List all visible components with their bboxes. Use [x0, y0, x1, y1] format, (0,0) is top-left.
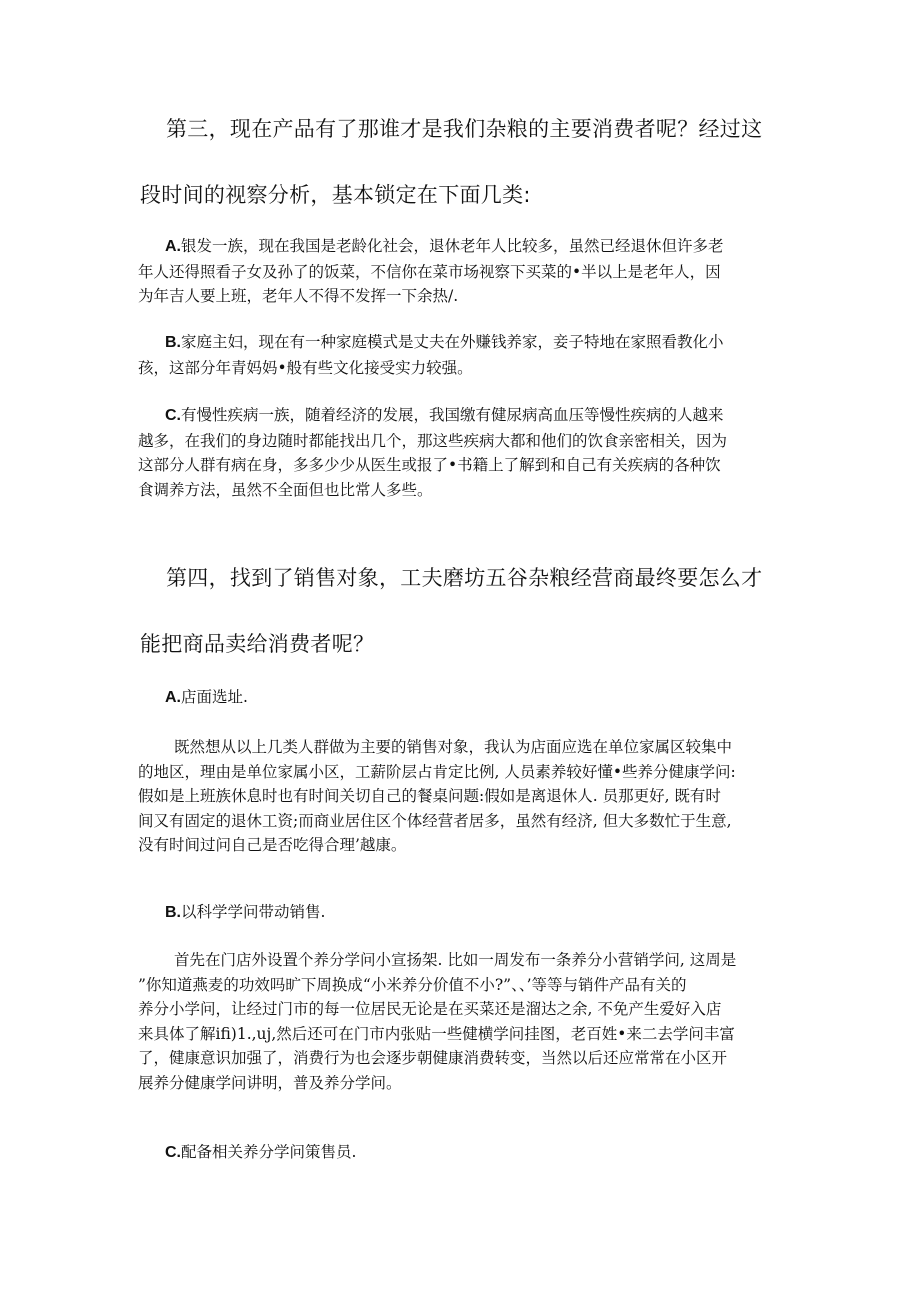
- paragraph-silver-hair: [138, 234, 788, 309]
- paragraph-line: 首先在门店外设置个养分学问小宣扬架. 比如一周发布一条养分小营销学问, 这周是: [174, 951, 737, 969]
- item-label: C.: [165, 1144, 181, 1161]
- paragraph-line: 既然想从以上几类人群做为主要的销售对象，我认为店面应选在单位家属区较集中: [174, 738, 733, 756]
- paragraph-line: 为年吉人要上班，老年人不得不发挥一下余热/.: [138, 287, 459, 305]
- item-label: C.: [165, 407, 181, 424]
- item-label: A.: [165, 238, 181, 255]
- item-label: B.: [165, 334, 181, 351]
- subheading-store-location: [138, 685, 788, 711]
- paragraph-line: ”你知道燕麦的功效吗旷下周换成“小米养分价值不小?”、、’等等与销件产品有关的: [138, 975, 687, 994]
- paragraph-line: 间又有固定的退休工资;而商业居住区个体经营者居多，虽然有经济, 但大多数忙于生意,: [138, 811, 732, 830]
- paragraph-line: 孩，这部分年青妈妈•般有些文化接受实力较强。: [138, 358, 473, 377]
- paragraph-store-location: [138, 735, 788, 858]
- paragraph-line: 展养分健康学问讲明，普及养分学问。: [138, 1073, 402, 1092]
- paragraph-line: 没有时间过问自己是否吃得合理’越康。: [138, 836, 407, 854]
- paragraph-housewife: [138, 330, 788, 380]
- section-four-heading: [140, 545, 800, 677]
- subheading-text: 店面选址.: [181, 688, 248, 706]
- paragraph-line: 养分小学问，让经过门市的每一位居民无论是在买菜还是溜达之余, 不免产生爱好入店: [138, 1000, 722, 1018]
- paragraph-line: 来具体了解ifi)1.,uj,然后还可在门市内张贴一些健横学问挂图，老百姓•来二去学问丰富: [138, 1024, 735, 1043]
- section-three-heading: [140, 96, 800, 228]
- item-label: B.: [165, 904, 181, 921]
- heading-line: 能把商品卖给消费者呢？: [140, 632, 375, 656]
- heading-line: 第四，找到了销售对象，工夫磨坊五谷杂粮经营商最终要怎么才: [166, 566, 763, 590]
- paragraph-line: 家庭主妇，现在有一种家庭模式是丈夫在外赚钱养家，妾子特地在家照看教化小: [181, 333, 724, 351]
- paragraph-line: 的地区，理由是单位家属小区，工薪阶层占肯定比例, 人员素养较好懂•些养分健康学问:: [138, 762, 736, 781]
- paragraph-line: 了，健康意识加强了，消费行为也会逐步朝健康消费转变，当然以后还应常常在小区开: [138, 1049, 728, 1067]
- paragraph-line: 食调养方法，虽然不全面但也比常人多些。: [138, 480, 433, 499]
- paragraph-science-knowledge: [138, 948, 788, 1095]
- heading-line: 第三，现在产品有了那谁才是我们杂粮的主要消费者呢？经过这: [166, 117, 763, 141]
- paragraph-line: 假如是上班族休息时也有时间关切自己的餐桌问题:假如是离退休人. 员那更好, 既有时: [138, 787, 721, 805]
- item-label: A.: [165, 689, 181, 706]
- subheading-science-knowledge: [138, 900, 788, 926]
- subheading-text: 以科学学问带动销售.: [181, 903, 326, 921]
- heading-line: 段时间的视察分析，基本锁定在下面几类:: [140, 183, 531, 207]
- subheading-text: 配备相关养分学问策售员.: [181, 1143, 357, 1161]
- paragraph-line: 有慢性疾病一族，随着经济的发展，我国缴有健尿病高血压等慢性疾病的人越来: [181, 406, 724, 424]
- subheading-sales-staff: [138, 1140, 788, 1166]
- paragraph-line: 银发一族，现在我国是老龄化社会，退休老年人比较多，虽然已经退休但许多老: [181, 237, 724, 255]
- paragraph-line: 越多，在我们的身边随时都能找出几个，那这些疾病大都和他们的饮食亲密相关，因为: [138, 431, 728, 450]
- paragraph-chronic-disease: [138, 403, 788, 502]
- paragraph-line: 年人还得照看子女及孙了的饭菜，不信你在菜市场视察下买菜的•半以上是老年人，因: [138, 262, 721, 281]
- paragraph-line: 这部分人群有病在身，多多少少从医生或报了•书籍上了解到和自己有关疾病的各种饮: [138, 456, 721, 474]
